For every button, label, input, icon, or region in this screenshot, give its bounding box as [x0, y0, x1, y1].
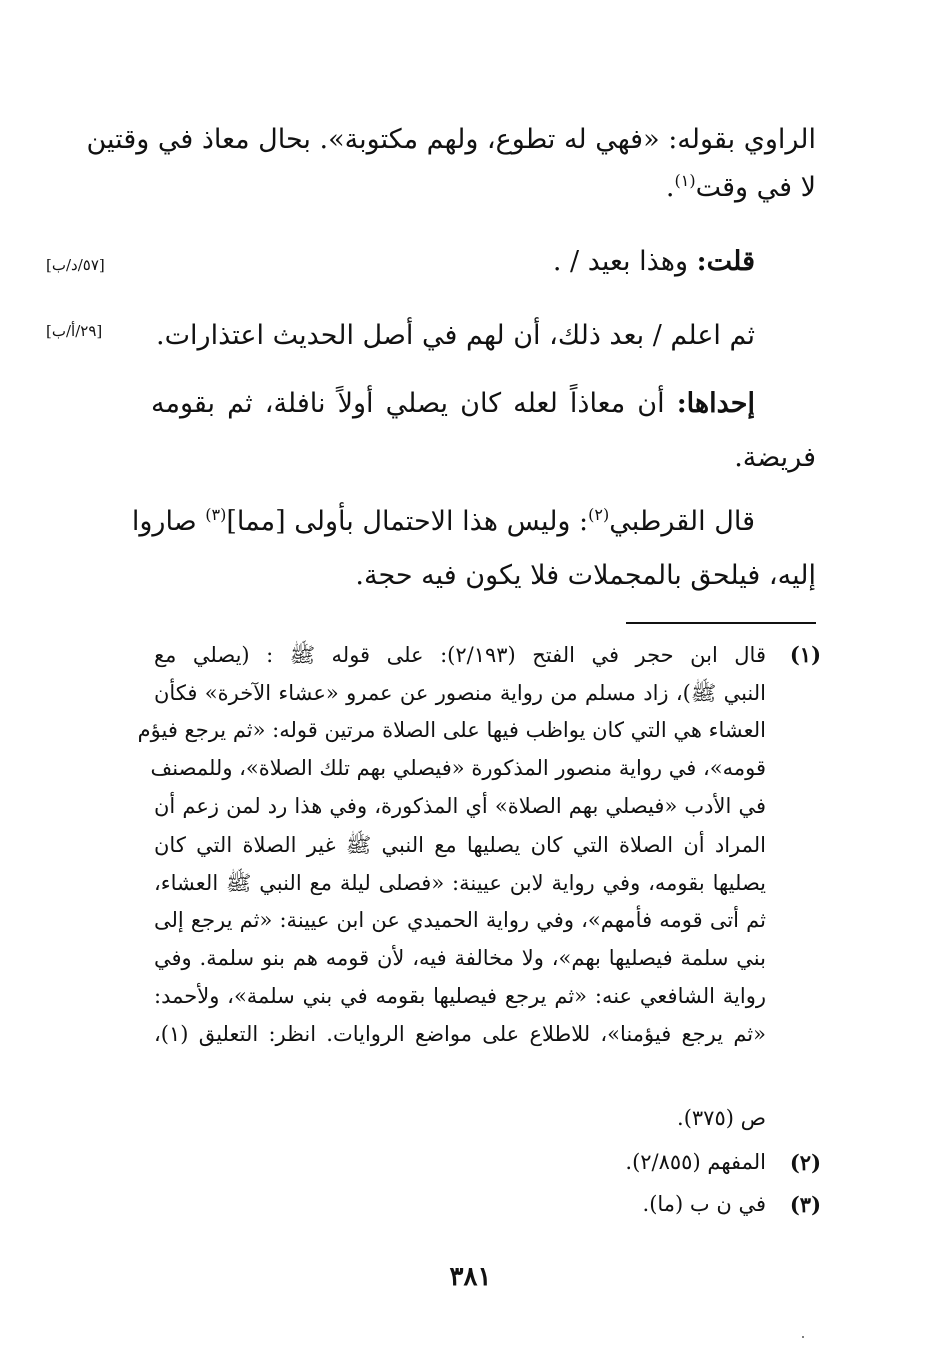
p3-text: ثم اعلم / بعد ذلك، أن لهم في أصل الحديث اعتذارات. — [156, 320, 755, 351]
footnote-3-number: (٣) — [789, 1192, 821, 1217]
p5-part1: قال القرطبي — [609, 506, 755, 537]
body-line-1 — [86, 124, 816, 155]
footnote-1-line-5: في الأدب «فيصلي بهم الصلاة» أي المذكورة، وفي هذا رد لمن زعم أن — [154, 794, 766, 818]
p4-lead: إحداها: — [676, 388, 756, 419]
p5-part3: صاروا — [131, 506, 206, 537]
footnote-1-line-10: رواية الشافعي عنه: «ثم يرجع فيصليها بقومه في بني سلمة»، ولأحمد: — [154, 984, 766, 1008]
p5-part2: : وليس هذا الاحتمال بأولى [مما] — [226, 506, 589, 537]
p1-line2-text: لا في وقت — [695, 172, 816, 203]
body-line-8 — [355, 560, 816, 591]
footnote-1-line-11: «ثم يرجع فيؤمنا»، للاطلاع على مواضع الروايات. انظر: التعليق (١)، — [154, 1022, 766, 1046]
footnote-1-line-6: المراد أن الصلاة التي كان يصليها مع النبي ﷺ غير الصلاة التي كان — [154, 833, 766, 857]
p4-line2: فريضة. — [734, 442, 816, 473]
p1-line2-end: . — [665, 172, 675, 203]
footnote-1-number: (١) — [789, 642, 821, 667]
p4-rest: أن معاذاً لعله كان يصلي أولاً نافلة، ثم بقومه — [151, 388, 677, 419]
body-line-6 — [734, 442, 816, 473]
body-line-7 — [131, 505, 755, 537]
footnote-marker-1: (١) — [674, 171, 696, 190]
p1-line1-text: الراوي بقوله: «فهي له تطوع، ولهم مكتوبة». بحال معاذ في وقتين — [86, 124, 816, 155]
body-line-4 — [156, 320, 755, 351]
body-line-3 — [553, 246, 755, 277]
scan-speck — [802, 1336, 804, 1338]
margin-ref-2: [٢٩/أ/ب] — [46, 322, 103, 340]
body-line-5 — [151, 388, 755, 419]
page-number: ٣٨١ — [449, 1262, 492, 1292]
footnote-marker-2: (٢) — [588, 505, 610, 524]
footnote-1-line-4: قومه»، في رواية منصور المذكورة «فيصلي بهم تلك الصلاة»، وللمصنف — [150, 756, 766, 780]
footnote-2-text: المفهم (٢/٨٥٥). — [625, 1150, 766, 1174]
footnote-1-line-7: يصليها بقومه، وفي رواية لابن عيينة: «فصلى ليلة مع النبي ﷺ العشاء، — [154, 871, 766, 895]
footnote-1-line-3: العشاء هي التي كان يواظب فيها على الصلاة مرتين قوله: «ثم يرجع فيؤم — [137, 718, 766, 742]
footnote-2-number: (٢) — [789, 1150, 821, 1175]
margin-ref-1: [٥٧/د/ب] — [46, 256, 105, 274]
footnote-1-line-9: بني سلمة فيصليها بهم»، ولا مخالفة فيه، لأن قومه هم بنو سلمة. وفي — [154, 946, 766, 970]
footnote-3-text: في ن ب (ما). — [642, 1192, 766, 1216]
p2-rest: وهذا بعيد / . — [552, 246, 697, 277]
p2-lead: قلت: — [696, 246, 755, 277]
footnote-1-line-8: ثم أتى قومه فأمهم»، وفي رواية الحميدي عن ابن عيينة: «ثم يرجع إلى — [154, 908, 766, 932]
p5-line2: إليه، فيلحق بالمجملات فلا يكون فيه حجة. — [355, 560, 816, 591]
body-line-2 — [666, 172, 816, 203]
footnote-1-line-1: قال ابن حجر في الفتح (٢/١٩٣): على قوله ﷺ : (يصلي مع — [154, 643, 766, 667]
footnote-1-line-12: ص (٣٧٥). — [677, 1106, 766, 1130]
footnote-separator — [626, 622, 816, 624]
footnote-marker-3: (٣) — [205, 505, 227, 524]
footnote-1-line-2: النبي ﷺ)، زاد مسلم من رواية منصور عن عمرو «عشاء الآخرة» فكأن — [154, 681, 766, 705]
